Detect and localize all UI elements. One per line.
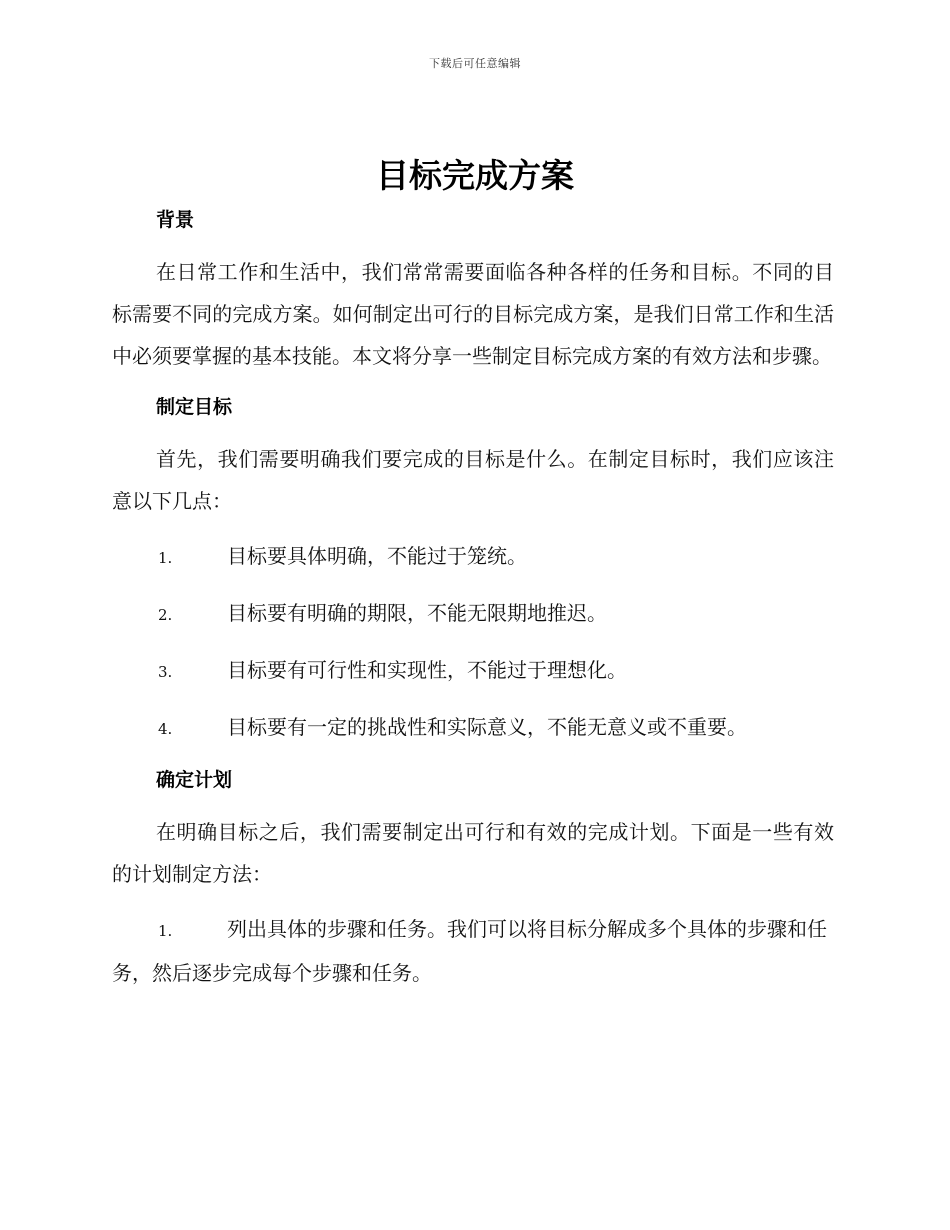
document-body: [112, 203, 834, 994]
list-text: 目标要有可行性和实现性，不能过于理想化。: [227, 658, 627, 682]
list-number: 1.: [158, 922, 173, 940]
paragraph-background: 在日常工作和生活中，我们常常需要面临各种各样的任务和目标。不同的目标需要不同的完成方案。如何制定出可行的目标完成方案，是我们日常工作和生活中必须要掌握的基本技能。本文将分享一些制定目标完成方案的有效方法和步骤。: [112, 260, 834, 368]
section-heading-make-plan: 确定计划: [156, 769, 233, 791]
paragraph-set-goals: 首先，我们需要明确我们要完成的目标是什么。在制定目标时，我们应该注意以下几点：: [112, 447, 834, 513]
section-heading-set-goals: 制定目标: [156, 396, 233, 418]
list-number: 3.: [158, 663, 173, 681]
header-note: 下载后可任意编辑: [429, 57, 521, 70]
list-item: [112, 649, 834, 693]
list-text: 列出具体的步骤和任务。我们可以将目标分解成多个具体的步骤和任务，然后逐步完成每个步骤和任务。: [112, 917, 827, 985]
list-text: 目标要有一定的挑战性和实际意义，不能无意义或不重要。: [227, 715, 747, 739]
list-item: [112, 706, 834, 750]
list-text: 目标要有明确的期限，不能无限期地推迟。: [227, 601, 607, 625]
list-number: 2.: [158, 606, 173, 624]
paragraph-make-plan: 在明确目标之后，我们需要制定出可行和有效的完成计划。下面是一些有效的计划制定方法：: [112, 820, 834, 886]
list-number: 4.: [158, 720, 173, 738]
list-item: [112, 535, 834, 579]
document-title: 目标完成方案: [376, 156, 574, 195]
list-text: 目标要具体明确，不能过于笼统。: [227, 544, 527, 568]
section-heading-background: 背景: [156, 209, 195, 231]
list-item: [112, 592, 834, 636]
list-number: 1.: [158, 549, 173, 567]
list-item: [112, 908, 834, 994]
